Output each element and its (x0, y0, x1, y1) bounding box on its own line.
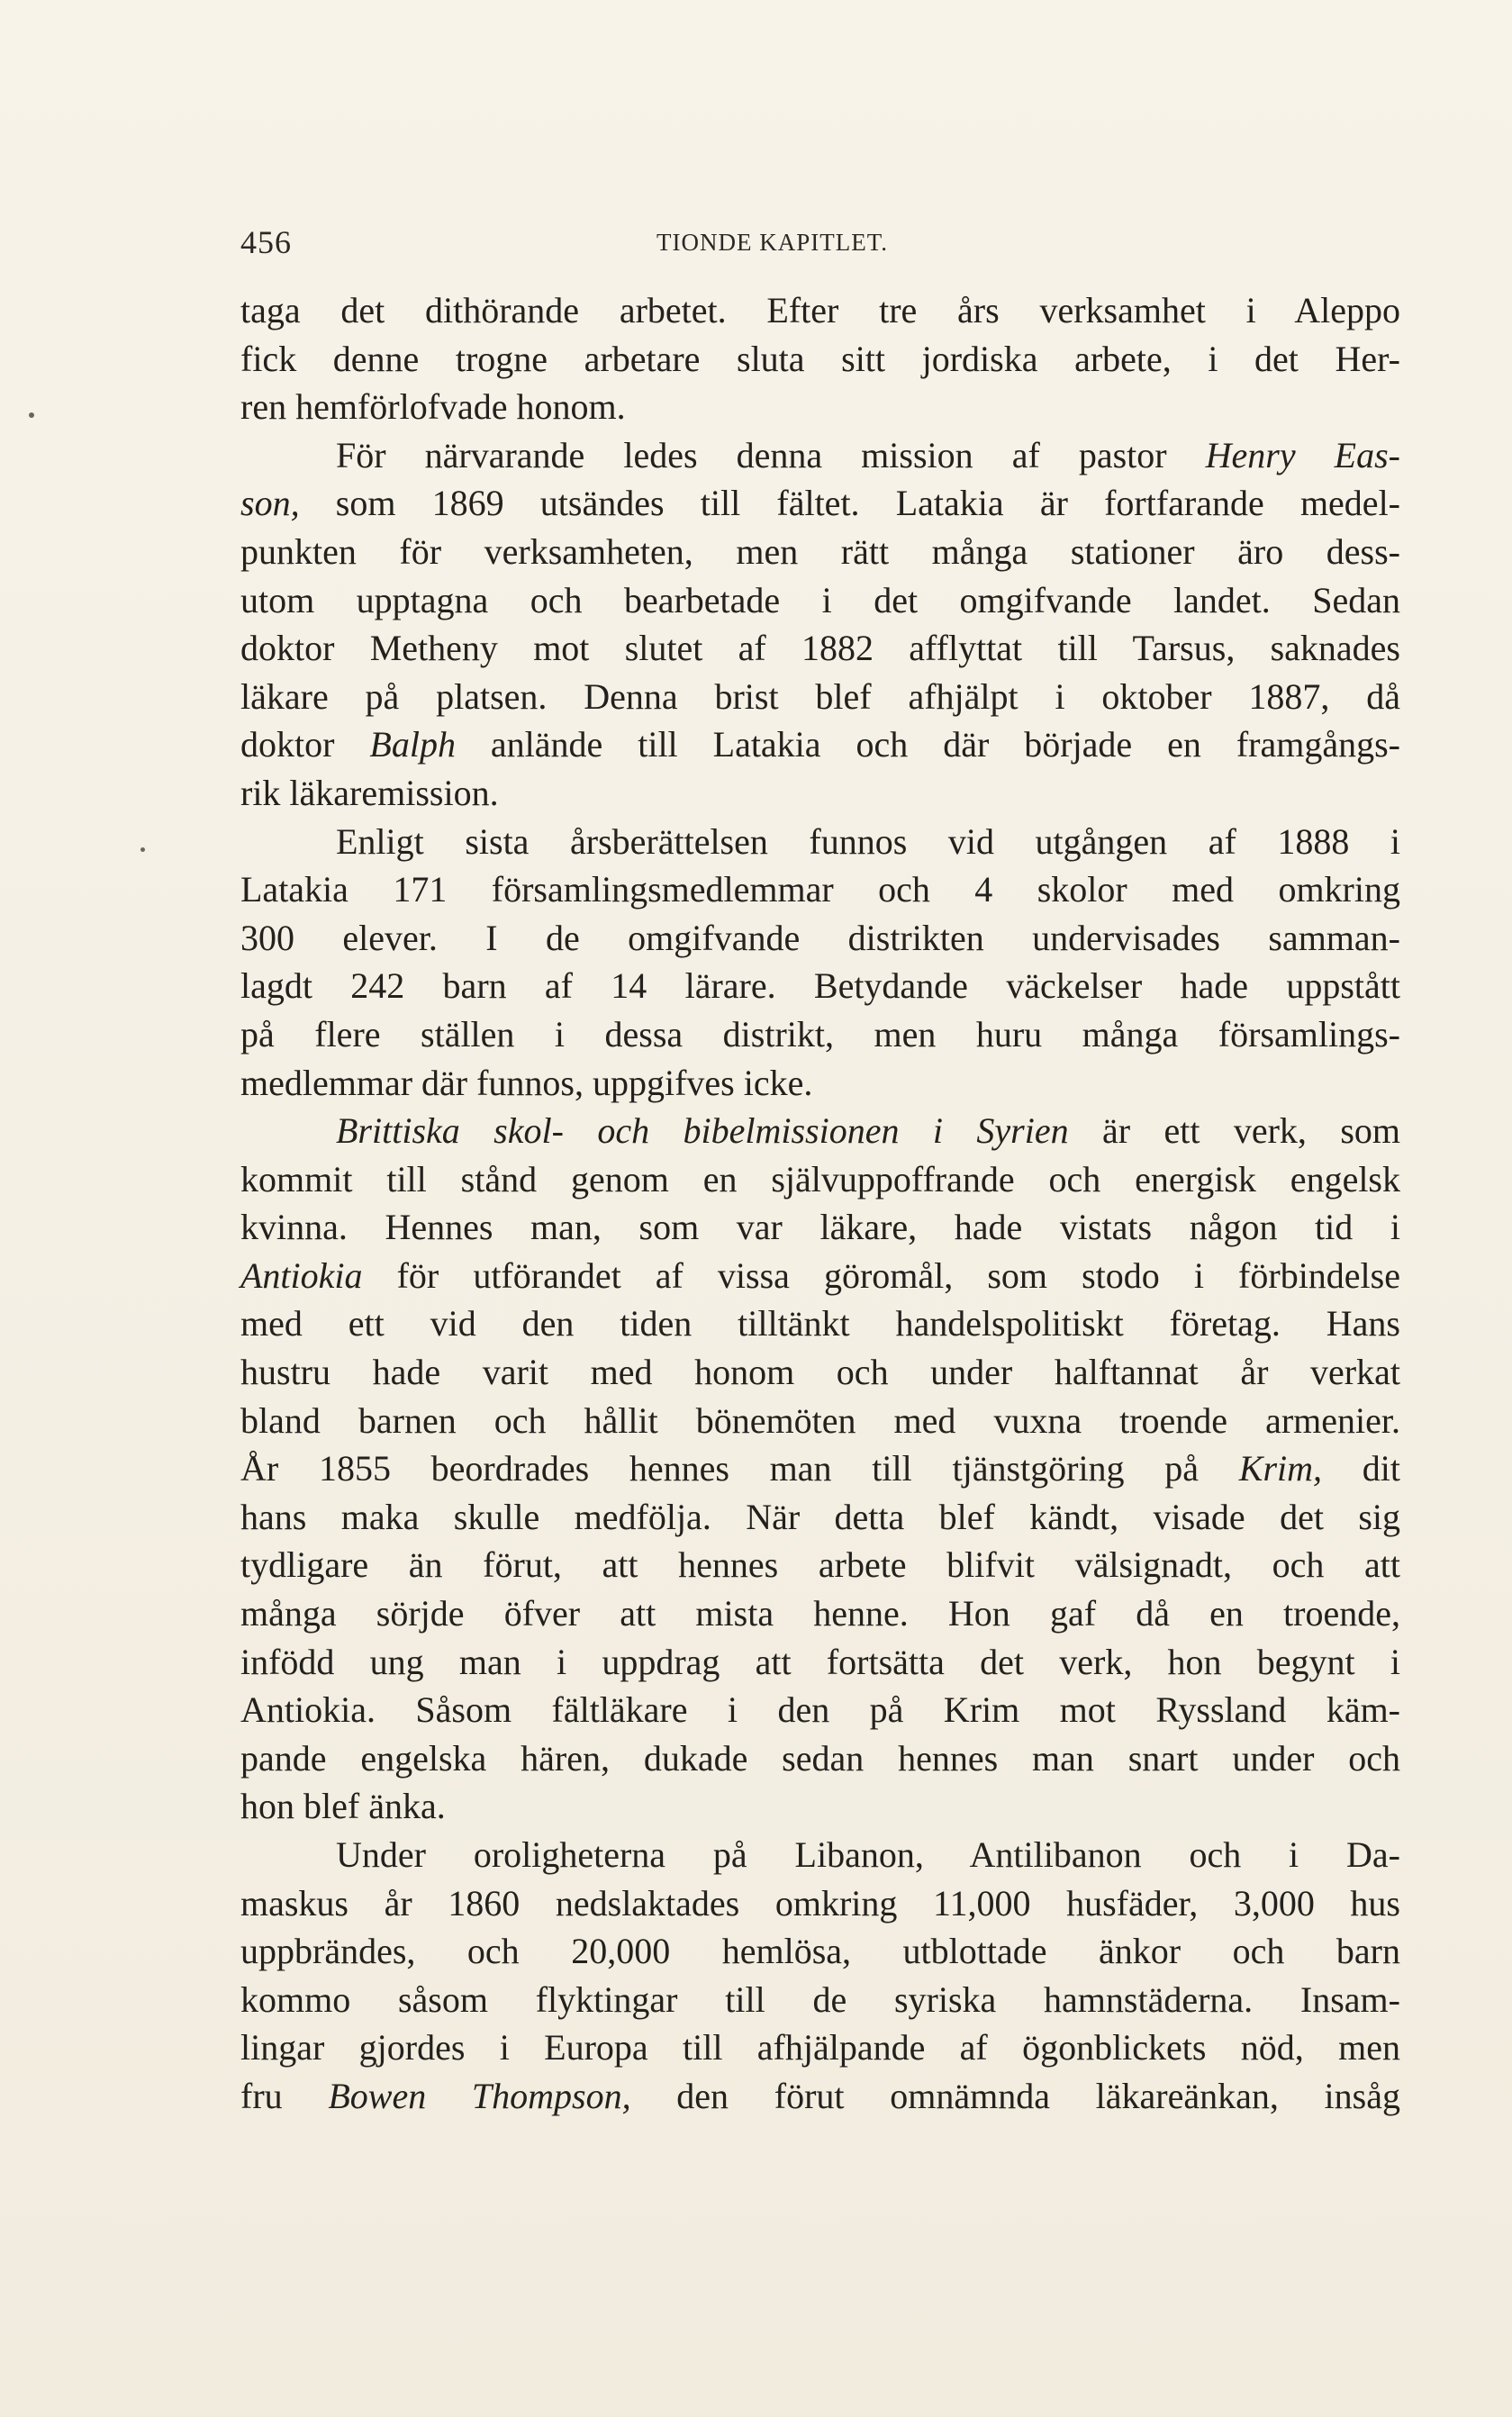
text-segment: rik läkaremission. (240, 772, 499, 813)
text-line (240, 624, 1400, 673)
text-segment: lingar gjordes i Europa till afhjälpande af ögonblickets nöd, men (240, 2027, 1400, 2068)
text-line (240, 865, 1400, 914)
text-segment: anlände till Latakia och där började en framgångs- (455, 724, 1400, 765)
chapter-title: TIONDE KAPITLET. (656, 229, 888, 256)
text-line (240, 1107, 1400, 1155)
text-segment: för utförandet af vissa göromål, som stodo i förbindelse (362, 1254, 1400, 1296)
text-segment: som 1869 utsändes till fältet. Latakia är fortfarande medel- (299, 483, 1400, 524)
text-line (240, 479, 1400, 528)
text-line (240, 1252, 1400, 1300)
text-segment: dit (1322, 1448, 1400, 1489)
text-line (240, 286, 1400, 335)
text-segment: doktor (240, 724, 370, 765)
text-segment: taga det dithörande arbetet. Efter tre års verksamhet i Aleppo (240, 290, 1400, 330)
text-segment: med ett vid den tiden tilltänkt handelspolitiskt företag. Hans (240, 1303, 1400, 1344)
text-segment: är ett verk, som (1068, 1110, 1400, 1152)
text-line (240, 431, 1400, 480)
italic-text-segment: Krim, (1238, 1448, 1323, 1489)
text-segment: maskus år 1860 nedslaktades omkring 11,000 husfäder, 3,000 hus (240, 1882, 1400, 1924)
text-line (240, 1831, 1400, 1879)
text-line (240, 528, 1400, 576)
text-line (240, 1010, 1400, 1059)
text-segment: kvinna. Hennes man, som var läkare, hade vistats någon tid i (240, 1207, 1400, 1248)
text-segment: Latakia 171 församlingsmedlemmar och 4 skolor med omkring (240, 869, 1400, 910)
text-segment: på flere ställen i dessa distrikt, men huru många församlings- (240, 1013, 1400, 1055)
italic-text-segment: Antiokia (240, 1254, 363, 1296)
text-segment: fru (240, 2075, 329, 2116)
text-line (240, 1397, 1400, 1445)
text-line (240, 1155, 1400, 1204)
text-line (240, 1299, 1400, 1348)
text-line (240, 2072, 1400, 2121)
text-segment: många sörjde öfver att mista henne. Hon gaf då en troende, (240, 1593, 1400, 1634)
text-line (240, 1734, 1400, 1783)
text-line (240, 1348, 1400, 1397)
text-line (240, 720, 1400, 769)
italic-text-segment: Balph (369, 724, 456, 765)
text-segment: fick denne trogne arbetare sluta sitt jordiska arbete, i det Her- (240, 338, 1400, 379)
text-segment: infödd ung man i uppdrag att fortsätta det verk, hon begynt i (240, 1641, 1400, 1682)
text-line (240, 962, 1400, 1010)
italic-text-segment: son, (240, 483, 300, 524)
text-segment: ren hemförlofvade honom. (240, 386, 626, 428)
text-segment: läkare på platsen. Denna brist blef afhjälpt i oktober 1887, då (240, 675, 1400, 717)
text-segment: punkten för verksamheten, men rätt många stationer äro dess- (240, 530, 1400, 572)
text-segment: Enligt sista årsberättelsen funnos vid utgången af 1888 i (336, 820, 1400, 862)
text-line (240, 2023, 1400, 2072)
paper-speck (29, 412, 34, 418)
text-segment: kommit till stånd genom en självuppoffrande och energisk engelsk (240, 1158, 1400, 1199)
text-segment: bland barnen och hållit bönemöten med vuxna troende armenier. (240, 1399, 1400, 1441)
text-segment: uppbrändes, och 20,000 hemlösa, utblottade änkor och barn (240, 1931, 1400, 1972)
text-line (240, 1589, 1400, 1638)
text-segment: 300 elever. I de omgifvande distrikten undervisades samman- (240, 917, 1400, 958)
text-line (240, 576, 1400, 625)
text-line (240, 1638, 1400, 1687)
text-line (240, 1059, 1400, 1108)
text-line (240, 1686, 1400, 1734)
text-segment: hustru hade varit med honom och under halftannat år verkat (240, 1352, 1400, 1393)
text-segment: Antiokia. Såsom fältläkare i den på Krim mot Ryssland käm- (240, 1689, 1400, 1731)
italic-text-segment: Bowen Thompson, (328, 2075, 631, 2116)
text-segment: medlemmar där funnos, uppgifves icke. (240, 1062, 813, 1103)
text-line (240, 335, 1400, 384)
italic-text-segment: Henry Eas- (1205, 434, 1400, 475)
text-line (240, 769, 1400, 818)
text-segment: pande engelska hären, dukade sedan hennes man snart under och (240, 1737, 1400, 1779)
text-segment: För närvarande ledes denna mission af pastor (336, 434, 1206, 475)
text-line (240, 383, 1400, 431)
text-line (240, 1444, 1400, 1493)
text-segment: Under oroligheterna på Libanon, Antilibanon och i Da- (336, 1834, 1400, 1875)
text-segment: den förut omnämnda läkareänkan, insåg (630, 2075, 1400, 2116)
text-line (240, 818, 1400, 866)
page-number: 456 (240, 224, 292, 260)
text-segment: doktor Metheny mot slutet af 1882 afflyttat till Tarsus, saknades (240, 628, 1400, 669)
text-line (240, 1879, 1400, 1928)
italic-text-segment: Brittiska skol- och bibelmissionen i Syrien (336, 1110, 1069, 1152)
body-text (240, 286, 1400, 2121)
text-segment: hon blef änka. (240, 1786, 446, 1827)
text-line (240, 1203, 1400, 1252)
text-line (240, 914, 1400, 963)
text-line (240, 1782, 1400, 1831)
text-segment: lagdt 242 barn af 14 lärare. Betydande väckelser hade uppstått (240, 965, 1400, 1007)
text-line (240, 1976, 1400, 2024)
text-line (240, 1541, 1400, 1589)
text-line (240, 1493, 1400, 1542)
text-line (240, 673, 1400, 721)
text-segment: tydligare än förut, att hennes arbete blifvit välsignadt, och att (240, 1544, 1400, 1586)
running-head (240, 223, 1400, 259)
text-segment: utom upptagna och bearbetade i det omgifvande landet. Sedan (240, 579, 1400, 620)
text-segment: hans maka skulle medfölja. När detta blef kändt, visade det sig (240, 1496, 1400, 1537)
text-segment: År 1855 beordrades hennes man till tjänstgöring på (240, 1448, 1239, 1489)
paper-speck (140, 847, 145, 852)
text-segment: kommo såsom flyktingar till de syriska hamnstäderna. Insam- (240, 1978, 1400, 2020)
text-line (240, 1927, 1400, 1976)
